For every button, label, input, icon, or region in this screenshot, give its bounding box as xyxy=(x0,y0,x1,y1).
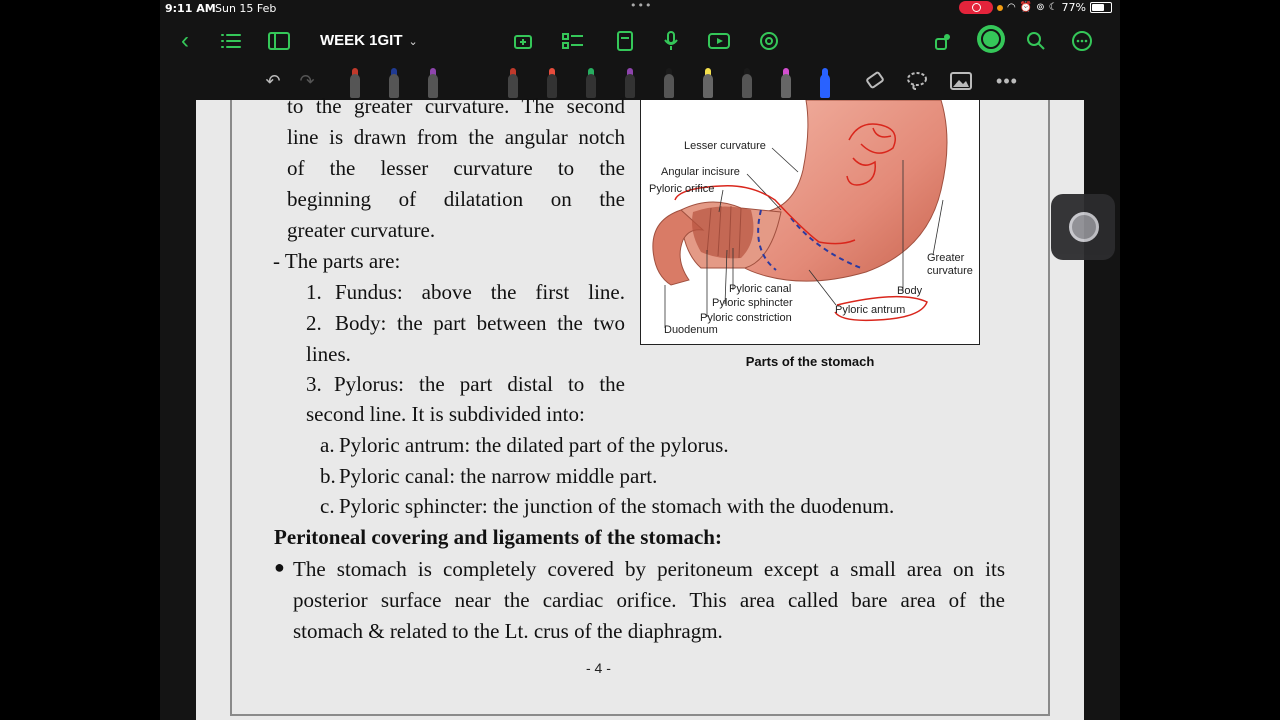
pen-tool-9[interactable] xyxy=(737,68,757,98)
list-item-text: Body: the part between the two xyxy=(335,311,625,335)
text-line: of the lesser curvature to the xyxy=(287,156,625,180)
share-icon[interactable] xyxy=(930,28,956,54)
sidebar-icon[interactable] xyxy=(266,28,292,54)
label-body: Body xyxy=(897,285,923,297)
list-item-text: Pylorus: the part distal to the xyxy=(334,372,625,396)
more-icon[interactable] xyxy=(1069,28,1095,54)
wifi-icon: ◠ xyxy=(1007,2,1016,13)
pen-mode-icon[interactable] xyxy=(977,25,1005,53)
screen-recording-icon[interactable] xyxy=(959,1,993,14)
status-date: Sun 15 Feb xyxy=(215,2,277,15)
label-curvature: curvature xyxy=(927,265,973,277)
redo-icon[interactable]: ↷ xyxy=(299,70,315,91)
figure-caption: Parts of the stomach xyxy=(745,354,875,369)
microphone-icon[interactable] xyxy=(658,28,684,54)
moon-icon: ☾ xyxy=(1048,2,1058,13)
page-number: - 4 - xyxy=(586,660,611,676)
lock-rotation-icon: ⊚ xyxy=(1036,2,1045,13)
label-pyloric-sphincter: Pyloric sphincter xyxy=(712,297,793,309)
pen-tool-8[interactable] xyxy=(659,68,679,98)
video-icon[interactable] xyxy=(706,28,732,54)
label-pyloric-antrum: Pyloric antrum xyxy=(835,304,906,316)
label-pyloric-constriction: Pyloric constriction xyxy=(700,312,792,324)
label-angular-incisure: Angular incisure xyxy=(661,166,740,178)
checklist-icon[interactable] xyxy=(560,28,586,54)
highlighter-tool-1[interactable] xyxy=(698,68,718,98)
document-title-button[interactable] xyxy=(320,32,418,49)
more-icon[interactable]: ••• xyxy=(996,70,1018,91)
note-page[interactable] xyxy=(196,94,1084,720)
lasso-icon[interactable] xyxy=(904,68,930,94)
search-icon[interactable] xyxy=(1023,28,1049,54)
undo-icon[interactable]: ↶ xyxy=(265,70,281,91)
multitasking-dots-icon[interactable]: ••• xyxy=(630,0,653,12)
label-pyloric-orifice: Pyloric orifice xyxy=(649,183,715,195)
highlighter-tool-2[interactable] xyxy=(776,68,796,98)
parts-intro: - The parts are: xyxy=(273,249,401,273)
scroll-knob-icon xyxy=(1069,212,1099,242)
label-greater: Greater xyxy=(927,252,965,264)
sublist-letter: c. xyxy=(320,494,335,518)
status-time: 9:11 AM xyxy=(165,2,216,15)
list-number: 1. xyxy=(306,280,322,304)
image-icon[interactable] xyxy=(948,68,974,94)
list-number: 2. xyxy=(306,311,322,335)
add-page-icon[interactable] xyxy=(510,28,536,54)
list-item-text: lines. xyxy=(306,342,351,366)
stomach-illustration xyxy=(641,100,979,344)
label-lesser-curvature: Lesser curvature xyxy=(684,140,766,152)
status-icons xyxy=(959,1,1112,14)
sublist-letter: b. xyxy=(320,464,336,488)
sublist-letter: a. xyxy=(320,433,335,457)
ai-icon[interactable] xyxy=(756,28,782,54)
list-icon[interactable] xyxy=(218,28,244,54)
battery-percent: 77% xyxy=(1061,1,1086,14)
list-item-text: second line. It is subdivided into: xyxy=(306,402,585,426)
sublist-item-text: Pyloric canal: the narrow middle part. xyxy=(339,464,658,488)
bullet-text-line: The stomach is completely covered by peritoneum except a small area on its xyxy=(293,557,1005,581)
battery-icon xyxy=(1090,2,1112,13)
sublist-item-text: Pyloric antrum: the dilated part of the pylorus. xyxy=(339,433,729,457)
section-heading: Peritoneal covering and ligaments of the stomach: xyxy=(274,525,722,549)
bullet-text-line: stomach & related to the Lt. crus of the diaphragm. xyxy=(293,619,723,643)
eraser-icon[interactable] xyxy=(862,68,888,94)
bullet-icon: ● xyxy=(274,557,285,577)
back-icon[interactable]: ‹ xyxy=(181,27,189,54)
microphone-indicator-icon xyxy=(997,5,1003,11)
text-line: beginning of dilatation on the xyxy=(287,187,625,211)
chevron-down-icon: ⌄ xyxy=(408,36,418,48)
label-duodenum: Duodenum xyxy=(664,324,718,336)
text-line: to the greater curvature. The second xyxy=(287,94,625,118)
stomach-figure[interactable] xyxy=(640,100,980,345)
label-pyloric-canal: Pyloric canal xyxy=(729,283,792,295)
document-icon[interactable] xyxy=(612,28,638,54)
bullet-text-line: posterior surface near the cardiac orifice. This area called bare area of the xyxy=(293,588,1005,612)
text-line: line is drawn from the angular notch xyxy=(287,125,625,149)
status-bar xyxy=(160,0,1120,18)
highlighter-tool-3[interactable] xyxy=(815,68,835,98)
sublist-item-text: Pyloric sphincter: the junction of the stomach with the duodenum. xyxy=(339,494,895,518)
document-title: WEEK 1GIT xyxy=(320,32,403,49)
list-item-text: Fundus: above the first line. xyxy=(335,280,625,304)
main-toolbar xyxy=(160,22,1120,60)
notes-app xyxy=(160,0,1120,720)
list-number: 3. xyxy=(306,372,322,396)
text-line: greater curvature. xyxy=(287,218,436,242)
alarm-icon: ⏰ xyxy=(1019,2,1033,13)
scroll-handle[interactable] xyxy=(1051,194,1115,260)
